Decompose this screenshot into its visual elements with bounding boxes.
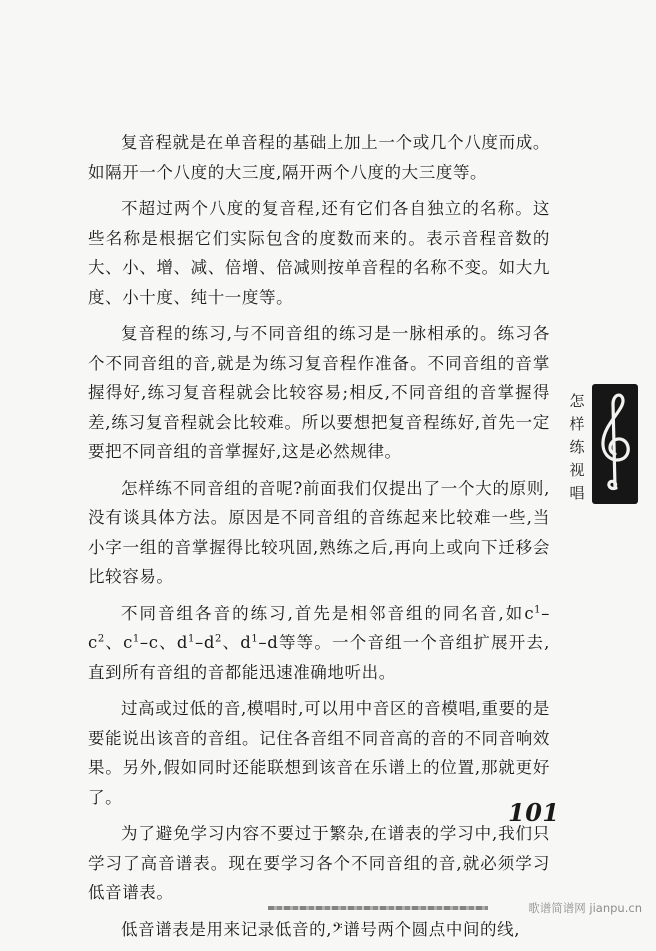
note-name: $c^2$ xyxy=(88,633,105,652)
paragraph-8: 低音谱表是用来记录低音的,𝄢谱号两个圆点中间的线, xyxy=(121,919,521,939)
note-name: $c^1$ xyxy=(524,603,542,623)
site-watermark: 歌谱简谱网 jianpu.cn xyxy=(528,901,642,915)
chapter-char: 视 xyxy=(569,461,585,479)
page-number: 101 xyxy=(508,798,560,827)
octave-mark: 1 xyxy=(188,633,195,645)
paragraph-5-intro: 不同音组各音的练习,首先是相邻音组的同名音,如 xyxy=(121,603,525,623)
paragraph-4: 怎样练不同音组的音呢?前面我们仅提出了一个大的原则,没有谈具体方法。原因是不同音组的音练起来比较难一些,当小字一组的音掌握得比较巩固,熟练之后,再向上或向下迁移会比较容易。 xyxy=(88,478,550,586)
paragraph-7: 为了避免学习内容不要过于繁杂,在谱表的学习中,我们只学习了高音谱表。现在要学习各个不同音组的音,就必须学习低音谱表。 xyxy=(88,824,550,902)
paragraph-5-rest: 等等。一个音组一个音组扩展开去,直到所有音组的音都能迅速准确地听出。 xyxy=(88,633,550,682)
treble-clef-icon xyxy=(592,384,638,504)
octave-mark: 1 xyxy=(251,633,259,645)
chapter-char: 怎 xyxy=(569,392,585,410)
chapter-char: 练 xyxy=(569,438,585,456)
chapter-side-tab xyxy=(566,384,638,504)
note-name: $d^1$ xyxy=(176,633,195,652)
note-name: $c^1$ xyxy=(123,633,140,652)
paragraph-3: 复音程的练习,与不同音组的练习是一脉相承的。练习各个不同音组的音,就是为练习复音程作准备。不同音组的音掌握得好,练习复音程就会比较容易;相反,不同音组的音掌握得差,练习复音程就会比较难。所以要想把复音程练好,首先一定要把不同音组的音掌握好,这是必然规律。 xyxy=(88,324,550,461)
page-body xyxy=(88,128,550,951)
chapter-char: 唱 xyxy=(569,484,585,502)
scan-artifact-strip xyxy=(268,906,488,910)
note-separator: 、 xyxy=(104,633,124,652)
note-separator: –d xyxy=(258,633,279,652)
note-separator: – xyxy=(541,603,550,623)
chapter-char: 样 xyxy=(569,415,585,433)
note-separator: – xyxy=(194,633,204,652)
paragraph-2: 不超过两个八度的复音程,还有它们各自独立的名称。这些名称是根据它们实际包含的度数而来的。表示音程音数的大、小、增、减、倍增、倍减则按单音程的名称不变。如大九度、小十度、纯十一度等。 xyxy=(88,199,550,307)
note-separator: 、 xyxy=(221,633,241,652)
octave-mark: 2 xyxy=(215,633,222,645)
octave-mark: 2 xyxy=(97,633,105,645)
note-separator: –c、 xyxy=(139,633,177,652)
paragraph-5 xyxy=(88,599,550,688)
paragraph-6: 过高或过低的音,模唱时,可以用中音区的音模唱,重要的是要能说出该音的音组。记住各音组不同音高的音的不同音响效果。另外,假如同时还能联想到该音在乐谱上的位置,那就更好了。 xyxy=(88,699,550,807)
octave-mark: 1 xyxy=(534,604,542,615)
chapter-title-vertical xyxy=(566,390,588,505)
octave-mark: 1 xyxy=(132,633,140,645)
paragraph-1: 复音程就是在单音程的基础上加上一个或几个八度而成。如隔开一个八度的大三度,隔开两个八度的大三度等。 xyxy=(88,133,550,182)
note-name: $d^1$ xyxy=(240,633,259,652)
note-name: $d^2$ xyxy=(203,633,222,652)
